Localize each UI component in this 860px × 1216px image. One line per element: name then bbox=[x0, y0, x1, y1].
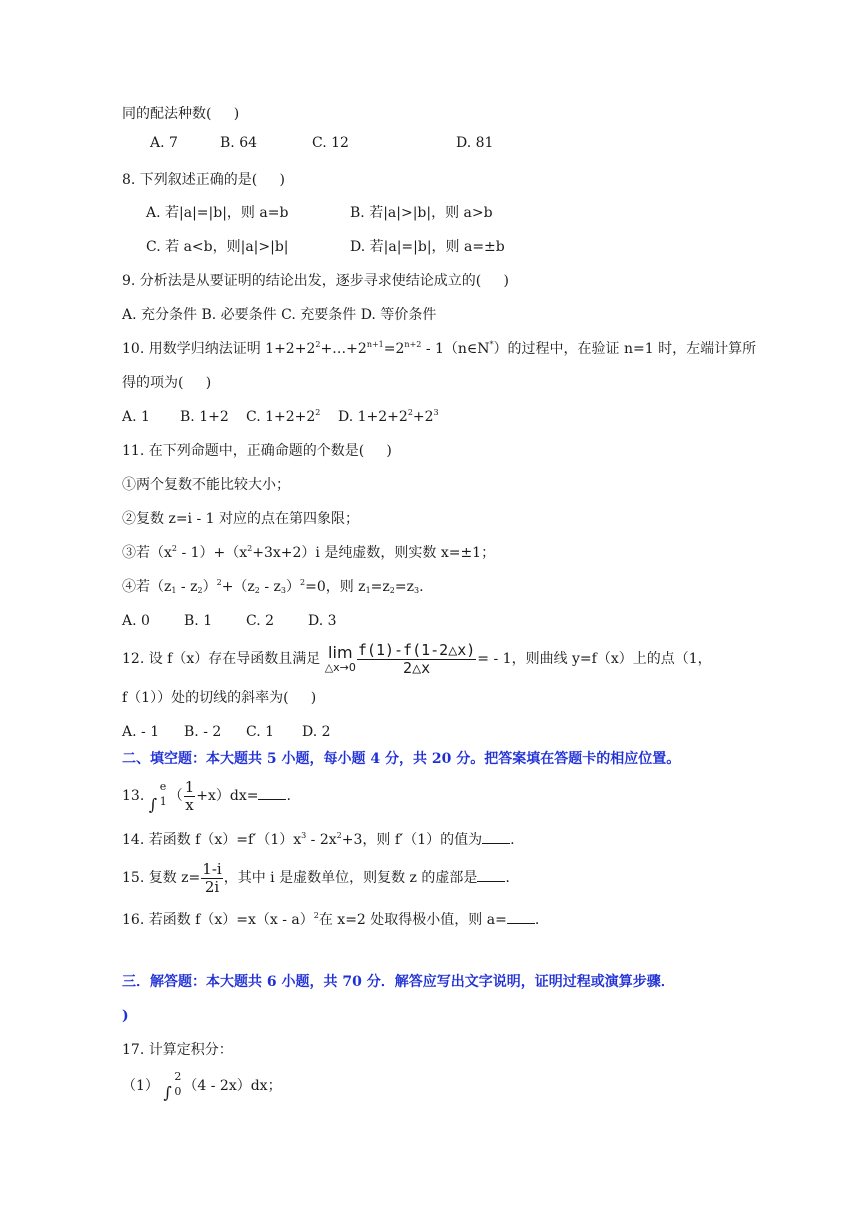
q10-option-a: A. 1 bbox=[122, 409, 150, 425]
q14: 14. 若函数 $f(x)=f'(1)x^3 - 2x^2+3$，则 f′（1）的值为 . bbox=[122, 831, 515, 848]
q8-stem: 8. 下列叙述正确的是( ) bbox=[122, 172, 285, 188]
q7-stem-tail: 同的配法种数( ) bbox=[122, 106, 240, 122]
q12-stem: 12. 设 f（x）存在导函数且满足 lim △x→0 $\frac{f(1)-f(1-2\triangle x)}{2\triangle x}$ = - 1，则曲线 y=f（x）上的点（1， bbox=[122, 640, 712, 677]
q13-answer-blank bbox=[258, 787, 286, 800]
q11-statement-1: ①两个复数不能比较大小； bbox=[122, 477, 290, 493]
q11-statement-4: ④若$(z_1 - z_2)^2+(z_2 - z_3)^2=0$，则 $z_1=z_2=z_3$. bbox=[122, 578, 424, 595]
q17-stem: 17. 计算定积分： bbox=[122, 1042, 233, 1058]
q12-option-d: D. 2 bbox=[302, 724, 331, 740]
q12-options bbox=[122, 722, 331, 742]
q14-answer-blank bbox=[482, 831, 510, 844]
q11-stem: 11. 在下列命题中，正确命题的个数是( ) bbox=[122, 443, 392, 459]
q7-option-d: D. 81 bbox=[456, 135, 494, 151]
q11-statement-2: ②复数 z=i - 1 对应的点在第四象限； bbox=[122, 511, 360, 527]
q8-option-c: C. 若 a<b，则|a|>|b| bbox=[146, 239, 289, 255]
q15-answer-blank bbox=[477, 869, 505, 882]
q16-answer-blank bbox=[507, 911, 535, 924]
q10-option-b: B. 1+2 bbox=[180, 409, 229, 425]
limit-notation: lim △x→0 bbox=[324, 643, 356, 674]
q13-fraction: $\frac{1}{x}$ bbox=[184, 777, 195, 814]
q13: 13. ∫ e 1 （ $\frac{1}{x}$ +x）dx= . bbox=[122, 777, 291, 814]
q7-option-a: A. 7 bbox=[150, 135, 178, 151]
q8-option-b: B. 若|a|>|b|，则 a>b bbox=[350, 205, 493, 221]
q11-statement-3: ③若$(x^2 - 1)+(x^2+3x+2)i$ 是纯虚数，则实数 x=±1； bbox=[122, 544, 496, 561]
q12-option-b: B. - 2 bbox=[184, 724, 222, 740]
section-fill-in-heading: 二、填空题：本大题共 5 小题，每小题 4 分，共 20 分。把答案填在答题卡的相应位置。 bbox=[122, 751, 681, 767]
q11-option-c: C. 2 bbox=[246, 613, 275, 629]
q7-option-c: C. 12 bbox=[312, 135, 349, 151]
q10-option-c: C. $1+2+2^2$ bbox=[246, 408, 321, 425]
q9-option-a: A. 充分条件 bbox=[122, 307, 198, 323]
q8-options-row2 bbox=[146, 237, 505, 257]
q10-stem-line2: 得的项为( ) bbox=[122, 375, 212, 391]
integral-sign-icon: ∫ 2 0 bbox=[163, 1070, 182, 1102]
section-solution-heading-tail: ) bbox=[122, 1008, 129, 1024]
q9-option-c: C. 充要条件 bbox=[281, 307, 357, 323]
q17-part1: （1） ∫ 2 0 （4 - 2x）dx； bbox=[122, 1070, 282, 1102]
q9-options bbox=[122, 305, 436, 325]
q10-options bbox=[122, 407, 439, 427]
q11-option-b: B. 1 bbox=[184, 613, 213, 629]
q12-fraction: $\frac{f(1)-f(1-2\triangle x)}{2\triangle x}$ bbox=[357, 640, 476, 677]
q10-option-d: D. $1+2+2^2+2^3$ bbox=[338, 408, 439, 425]
q9-option-b: B. 必要条件 bbox=[201, 307, 277, 323]
section-solution-heading: 三．解答题：本大题共 6 小题，共 70 分．解答应写出文字说明，证明过程或演算步骤． bbox=[122, 974, 675, 990]
q8-option-d: D. 若|a|=|b|，则 a=±b bbox=[350, 239, 505, 255]
integral-sign-icon: ∫ e 1 bbox=[148, 780, 167, 814]
q9-stem: 9. 分析法是从要证明的结论出发，逐步寻求使结论成立的( ) bbox=[122, 273, 509, 289]
q11-options bbox=[122, 611, 337, 631]
q12-stem-line2: f（1））处的切线的斜率为( ) bbox=[122, 690, 317, 706]
q12-option-a: A. - 1 bbox=[122, 724, 160, 740]
q10-stem: 10. 用数学归纳法证明 $1+2+2^2+\dots+2^{n+1}=2^{n+2}$ - 1（n∈N*）的过程中，在验证 n=1 时，左端计算所 bbox=[122, 340, 757, 357]
q8-options-row1 bbox=[146, 203, 493, 223]
q9-option-d: D. 等价条件 bbox=[360, 307, 437, 323]
q7-options bbox=[150, 133, 493, 153]
q15: 15. 复数 z= $\frac{1-i}{2i}$ ，其中 i 是虚数单位，则复数 z 的虚部是 . bbox=[122, 859, 510, 896]
q11-option-d: D. 3 bbox=[308, 613, 337, 629]
q8-option-a: A. 若|a|=|b|，则 a=b bbox=[146, 205, 289, 221]
q15-fraction: $\frac{1-i}{2i}$ bbox=[202, 859, 222, 896]
q11-option-a: A. 0 bbox=[122, 613, 150, 629]
q12-option-c: C. 1 bbox=[246, 724, 275, 740]
q16: 16. 若函数 f（x）=x（x - a）$^2$在 x=2 处取得极小值，则 a= . bbox=[122, 911, 540, 928]
q7-option-b: B. 64 bbox=[220, 135, 258, 151]
